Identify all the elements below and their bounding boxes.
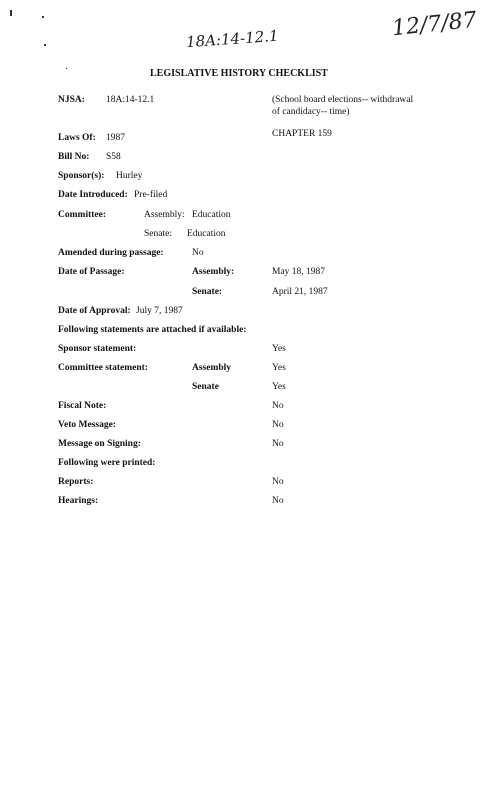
reports-label: Reports: (58, 477, 94, 487)
hearings-value: No (272, 496, 284, 506)
subject-line-2: of candidacy-- time) (272, 107, 350, 117)
date-of-approval-value: July 7, 1987 (136, 306, 183, 316)
message-on-signing-value: No (272, 439, 284, 449)
following-statements-heading: Following statements are attached if available: (58, 325, 247, 335)
sponsors-value: Hurley (116, 171, 143, 181)
handwritten-statute-number: 18A:14-12.1 (185, 26, 280, 52)
fiscal-note-label: Fiscal Note: (58, 401, 107, 411)
sponsor-statement-value: Yes (272, 344, 286, 354)
date-introduced-label: Date Introduced: (58, 190, 128, 200)
passage-assembly-label: Assembly: (192, 267, 235, 277)
date-introduced-value: Pre-filed (134, 190, 168, 200)
date-of-passage-label: Date of Passage: (58, 267, 125, 277)
committee-statement-senate-value: Yes (272, 382, 286, 392)
committee-label: Committee: (58, 210, 107, 220)
committee-statement-label: Committee statement: (58, 363, 148, 373)
committee-statement-assembly-value: Yes (272, 363, 286, 373)
committee-senate-label: Senate: (144, 229, 172, 239)
committee-assembly-label: Assembly: (144, 210, 185, 220)
handwritten-date: 12/7/87 (390, 7, 478, 42)
date-of-approval-label: Date of Approval: (58, 306, 131, 316)
reports-value: No (272, 477, 284, 487)
fiscal-note-value: No (272, 401, 284, 411)
committee-senate-value: Education (187, 229, 226, 239)
scan-speck (10, 10, 12, 16)
laws-of-label: Laws Of: (58, 133, 96, 143)
scan-speck (66, 68, 67, 69)
laws-of-value: 1987 (106, 133, 125, 143)
message-on-signing-label: Message on Signing: (58, 439, 141, 449)
bill-no-value: S58 (106, 152, 121, 162)
passage-assembly-value: May 18, 1987 (272, 267, 326, 277)
scan-speck (44, 44, 46, 46)
amended-value: No (192, 248, 204, 258)
veto-message-value: No (272, 420, 284, 430)
amended-label: Amended during passage: (58, 248, 164, 258)
njsa-value: 18A:14-12.1 (106, 95, 155, 105)
bill-no-label: Bill No: (58, 152, 90, 162)
scan-speck (42, 16, 44, 18)
page-title: LEGISLATIVE HISTORY CHECKLIST (150, 68, 328, 79)
sponsor-statement-label: Sponsor statement: (58, 344, 137, 354)
committee-assembly-value: Education (192, 210, 231, 220)
chapter: CHAPTER 159 (272, 129, 332, 139)
njsa-label: NJSA: (58, 95, 85, 105)
sponsors-label: Sponsor(s): (58, 171, 105, 181)
passage-senate-label: Senate: (192, 287, 223, 297)
veto-message-label: Veto Message: (58, 420, 116, 430)
passage-senate-value: April 21, 1987 (272, 287, 328, 297)
following-printed-heading: Following were printed: (58, 458, 156, 468)
subject-line-1: (School board elections-- withdrawal (272, 95, 414, 105)
committee-statement-senate-label: Senate (192, 382, 219, 392)
committee-statement-assembly-label: Assembly (192, 363, 232, 373)
hearings-label: Hearings: (58, 496, 99, 506)
